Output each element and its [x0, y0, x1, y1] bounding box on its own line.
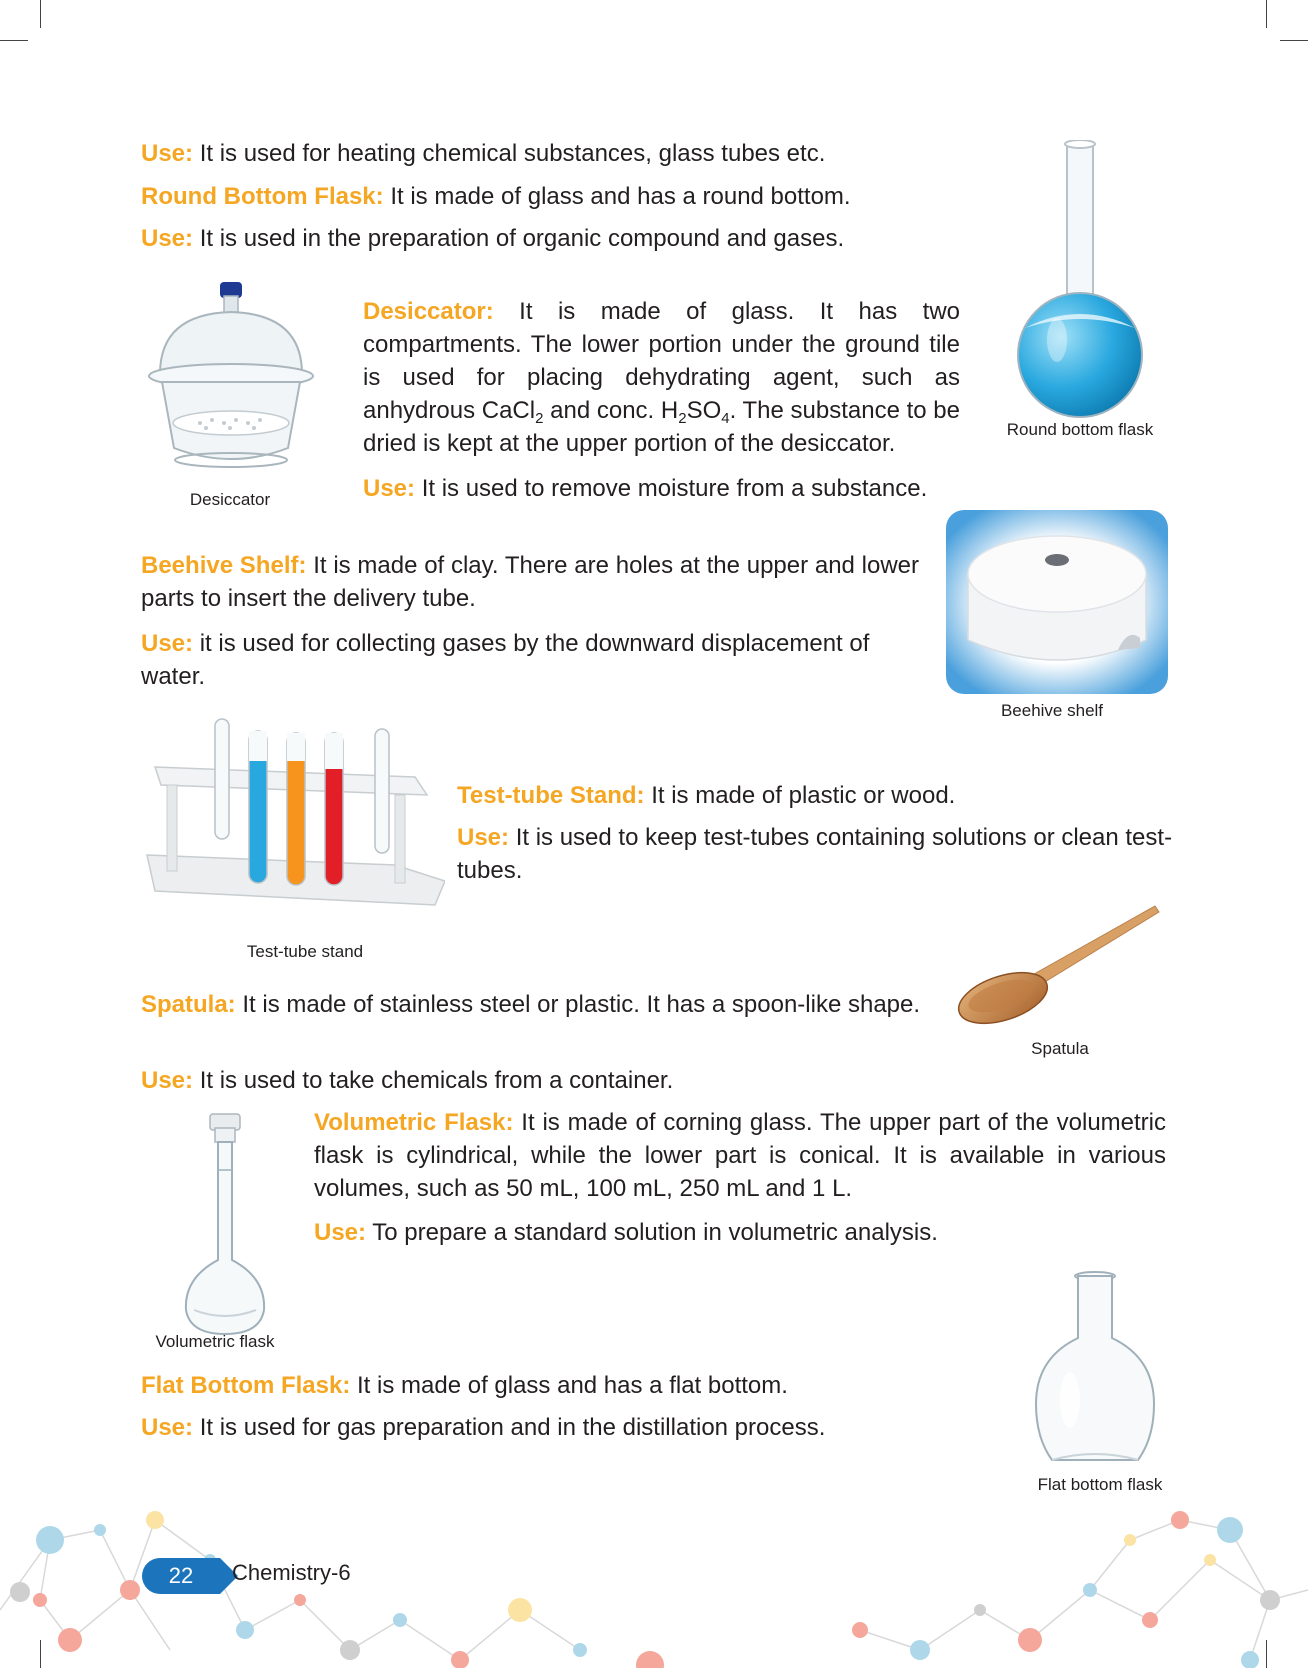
flat-bottom-flask-definition	[141, 1369, 971, 1402]
use-keyword: Use:	[141, 630, 194, 657]
subscript: 2	[535, 410, 544, 427]
subscript: 4	[721, 410, 730, 427]
use-keyword: Use:	[314, 1219, 367, 1246]
paragraph-text: and conc. H	[543, 397, 679, 424]
paragraph-text: It is used to remove moisture from a substance.	[415, 475, 928, 502]
volumetric-flask-caption: Volumetric flask	[155, 1332, 275, 1351]
round-bottom-flask-caption: Round bottom flask	[1006, 420, 1154, 439]
volumetric-flask-image	[180, 1110, 270, 1340]
paragraph-text: It is used for heating chemical substances, glass tubes etc.	[193, 140, 826, 167]
crop-mark	[40, 0, 41, 28]
crop-mark	[1266, 0, 1267, 28]
paragraph-text: It is used in the preparation of organic compound and gases.	[193, 225, 845, 252]
desiccator-definition	[363, 295, 960, 460]
paragraph-text: . The substance to be dried is kept at the upper portion of the desiccator.	[363, 397, 960, 457]
paragraph-text: It is used to keep test-tubes containing solutions or clean test-tubes.	[457, 824, 1173, 884]
paragraph-text: It is made of glass. It has two compartments. The lower portion under the ground tile is used for placing dehydrating agent, such as anhydrous CaCl	[363, 298, 960, 424]
paragraph-text: It is made of clay. There are holes at the upper and lower parts to insert the delivery tube.	[141, 552, 920, 612]
term-keyword: Round Bottom Flask:	[141, 183, 384, 210]
use-keyword: Use:	[141, 1414, 194, 1441]
use-keyword: Use:	[363, 475, 416, 502]
term-keyword: Flat Bottom Flask:	[141, 1372, 351, 1399]
use-keyword: Use:	[457, 824, 510, 851]
use-keyword: Use:	[141, 225, 194, 252]
paragraph-text: It is made of corning glass. The upper part of the volumetric flask is cylindrical, while the lower part is conical. It is available in various volumes, such as 50 mL, 100 mL, 250 mL and 1 L.	[314, 1109, 1167, 1202]
volumetric-flask-use	[314, 1216, 1166, 1249]
round-bottom-flask-use	[141, 222, 941, 255]
term-keyword: Desiccator:	[363, 298, 494, 325]
round-bottom-flask-image	[985, 140, 1175, 420]
book-title: Chemistry-6	[232, 1560, 351, 1585]
use-heating	[141, 137, 941, 170]
flat-bottom-flask-caption: Flat bottom flask	[1037, 1475, 1163, 1494]
term-keyword: Volumetric Flask:	[314, 1109, 514, 1136]
crop-mark	[0, 40, 28, 41]
desiccator-caption: Desiccator	[189, 490, 271, 509]
test-tube-stand-caption: Test-tube stand	[246, 942, 364, 961]
spatula-image	[955, 900, 1165, 1030]
paragraph-text: SO	[686, 397, 722, 424]
paragraph-text: It is made of glass and has a round bottom.	[383, 183, 851, 210]
spatula-use	[141, 1064, 923, 1097]
beehive-shelf-caption: Beehive shelf	[1000, 701, 1104, 720]
paragraph-text: It is made of stainless steel or plastic. It has a spoon-like shape.	[235, 991, 921, 1018]
beehive-shelf-use	[141, 627, 919, 693]
term-keyword: Test-tube Stand:	[457, 782, 645, 809]
term-keyword: Beehive Shelf:	[141, 552, 307, 579]
paragraph-text: It is made of glass and has a flat bottom.	[350, 1372, 788, 1399]
use-keyword: Use:	[141, 140, 194, 167]
round-bottom-flask-definition	[141, 180, 941, 213]
subscript: 2	[678, 410, 687, 427]
paragraph-text: it is used for collecting gases by the downward displacement of water.	[141, 630, 870, 690]
paragraph-text: It is used for gas preparation and in the distillation process.	[193, 1414, 826, 1441]
volumetric-flask-definition	[314, 1106, 1166, 1205]
test-tube-stand-image	[145, 715, 445, 935]
test-tube-stand-use	[457, 821, 1177, 887]
beehive-shelf-image	[946, 510, 1168, 694]
flat-bottom-flask-image	[1030, 1270, 1160, 1470]
crop-mark	[1280, 40, 1308, 41]
term-keyword: Spatula:	[141, 991, 236, 1018]
flat-bottom-flask-use	[141, 1411, 971, 1444]
paragraph-text: To prepare a standard solution in volumetric analysis.	[366, 1219, 938, 1246]
desiccator-use	[363, 472, 973, 505]
beehive-shelf-definition	[141, 549, 919, 615]
use-keyword: Use:	[141, 1067, 194, 1094]
desiccator-image	[140, 278, 330, 488]
page-number-badge: 22	[142, 1558, 220, 1594]
spatula-caption: Spatula	[1031, 1039, 1089, 1058]
spatula-definition	[141, 988, 923, 1021]
paragraph-text: It is used to take chemicals from a container.	[193, 1067, 674, 1094]
test-tube-stand-definition	[457, 779, 1177, 812]
paragraph-text: It is made of plastic or wood.	[644, 782, 956, 809]
